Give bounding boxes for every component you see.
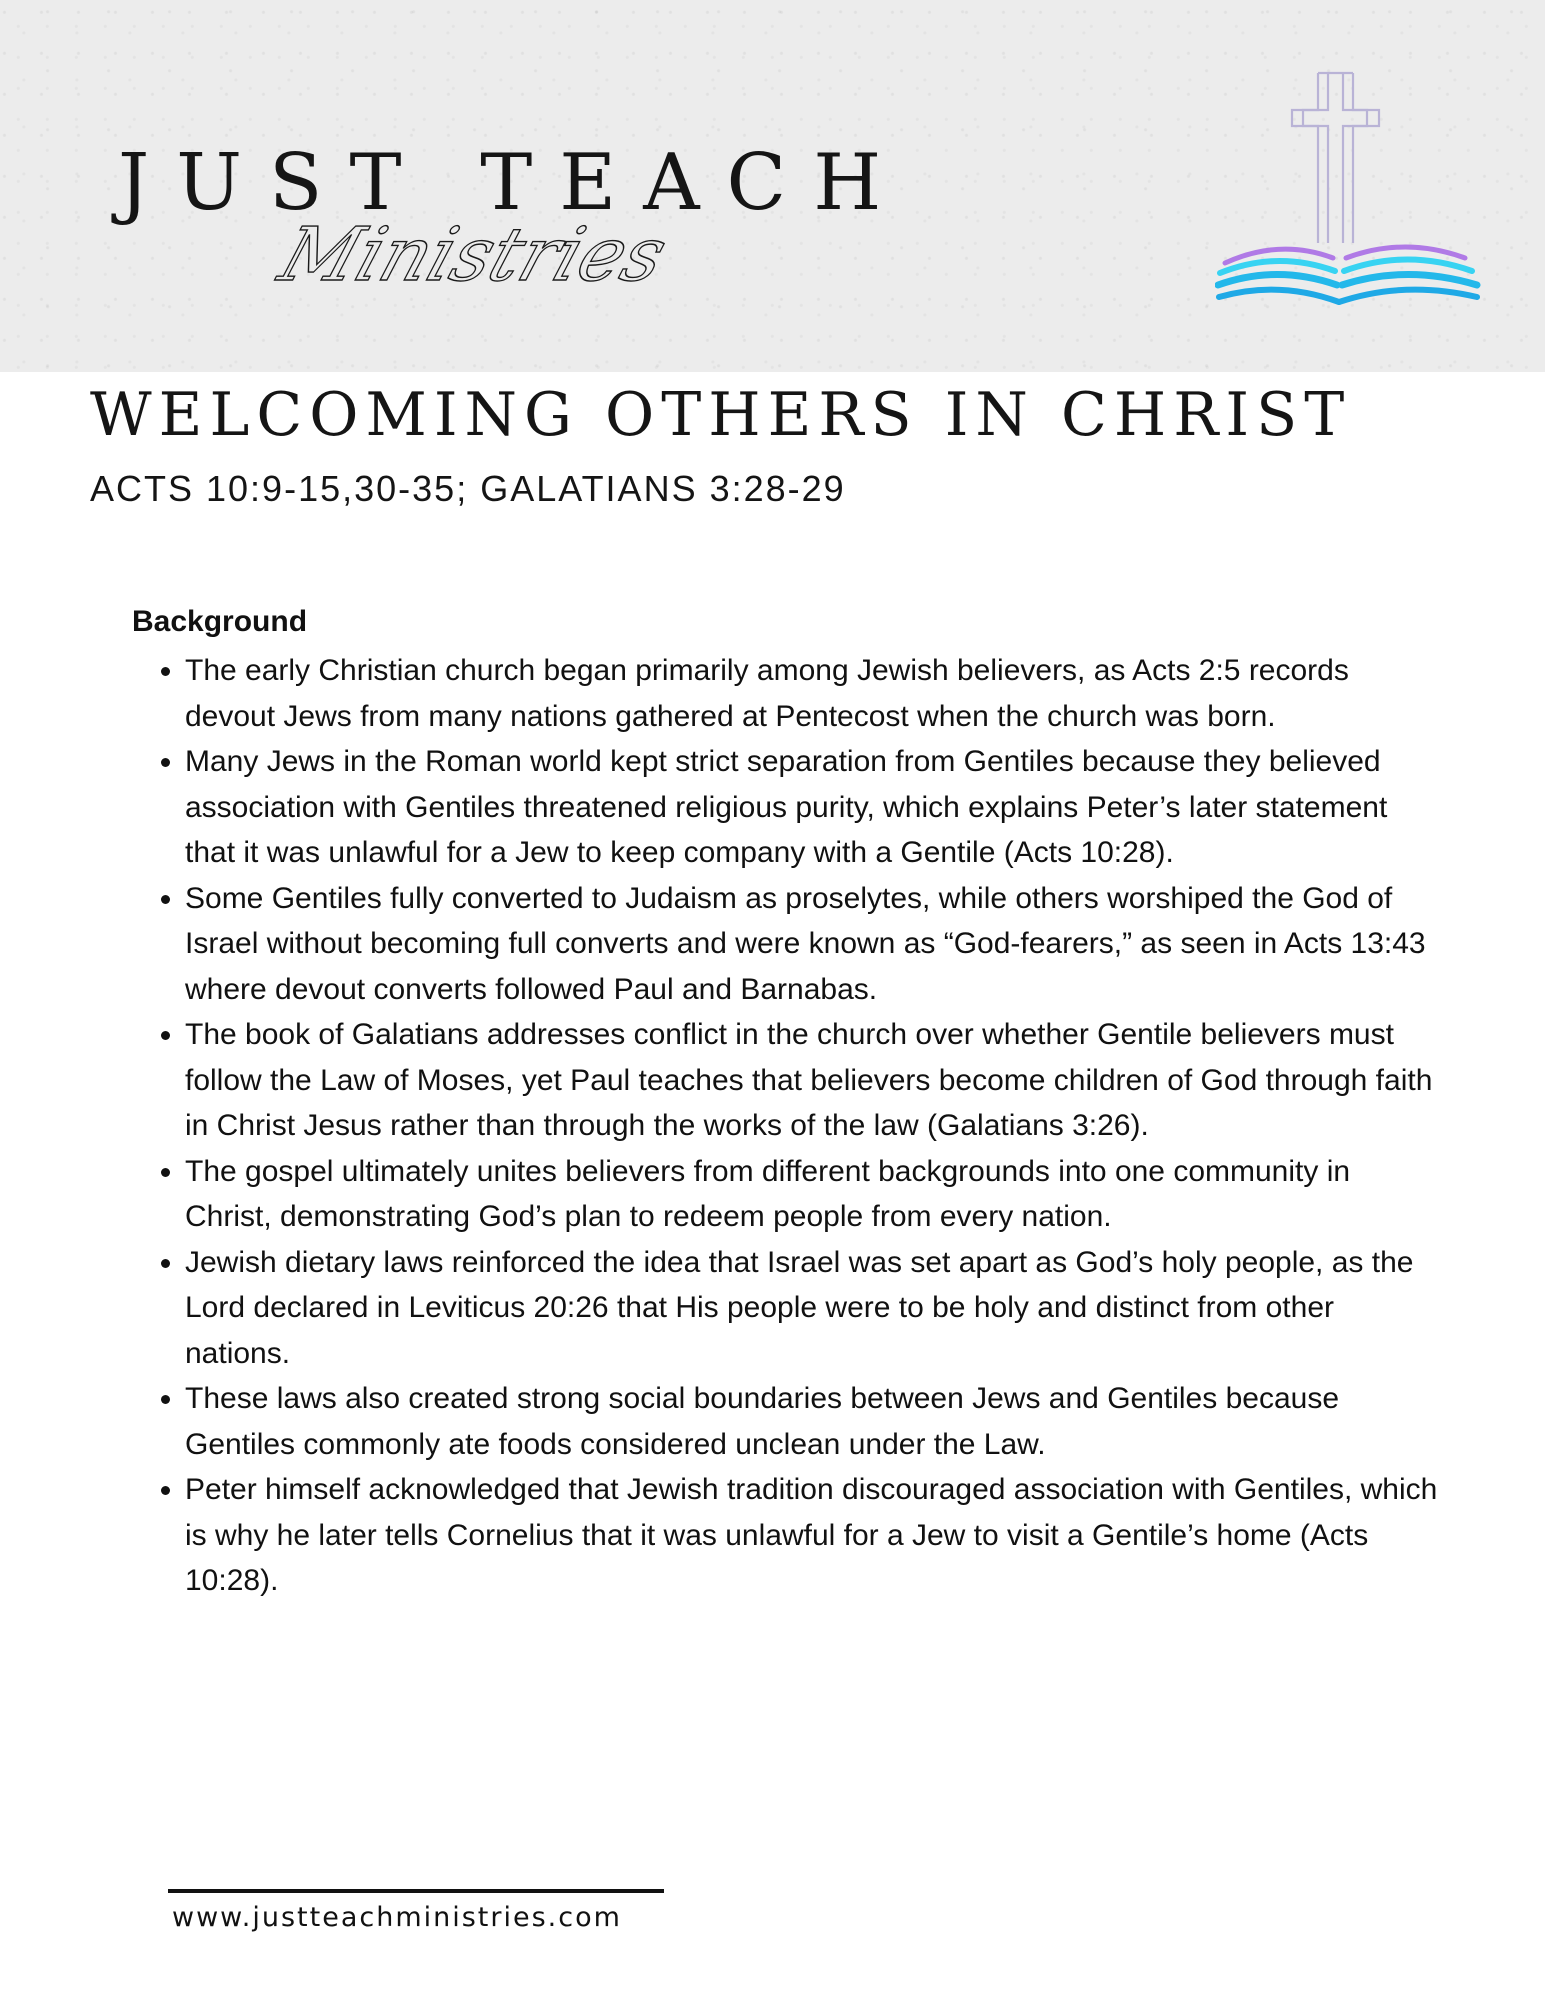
- list-item: • The early Christian church began primarily among Jewish believers, as Acts 2:5 records devout Jews from many nations gathered at Pentecost when the church was born.: [185, 648, 1445, 739]
- list-item: • Jewish dietary laws reinforced the idea that Israel was set apart as God’s holy people, as the Lord declared in Leviticus 20:26 that His people were to be holy and distinct from other nations.: [185, 1240, 1445, 1377]
- list-item: • The book of Galatians addresses conflict in the church over whether Gentile believers must follow the Law of Moses, yet Paul teaches that believers become children of God through faith in Christ Jesus rather than through the works of the law (Galatians 3:26).: [185, 1012, 1445, 1149]
- list-item: • Some Gentiles fully converted to Judaism as proselytes, while others worshiped the God of Israel without becoming full converts and were known as “God-fearers,” as seen in Acts 13:43 where devout converts followed Paul and Barnabas.: [185, 876, 1445, 1013]
- cross-and-open-bible-icon: [1215, 68, 1485, 308]
- background-list: [140, 648, 1445, 1604]
- footer-url[interactable]: www.justteachministries.com: [172, 1902, 622, 1933]
- list-item: • Peter himself acknowledged that Jewish tradition discouraged association with Gentiles, which is why he later tells Cornelius that it was unlawful for a Jew to visit a Gentile’s home (Acts 10:28).: [185, 1467, 1445, 1604]
- brand-logo-script: [250, 205, 750, 325]
- footer-divider: [168, 1889, 664, 1893]
- list-item: • These laws also created strong social boundaries between Jews and Gentiles because Gentiles commonly ate foods considered unclean under the Law.: [185, 1376, 1445, 1467]
- section-heading: Background: [132, 605, 308, 638]
- list-item: • The gospel ultimately unites believers from different backgrounds into one community in Christ, demonstrating God’s plan to redeem people from every nation.: [185, 1149, 1445, 1240]
- scripture-reference: ACTS 10:9-15,30-35; GALATIANS 3:28-29: [90, 468, 846, 509]
- list-item: • Many Jews in the Roman world kept strict separation from Gentiles because they believed association with Gentiles threatened religious purity, which explains Peter’s later statement that it was unlawful for a Jew to keep company with a Gentile (Acts 10:28).: [185, 739, 1445, 876]
- brand-logo-text: JUST TEACH: [118, 138, 909, 228]
- page-title: WELCOMING OTHERS IN CHRIST: [90, 380, 1352, 450]
- brand-script-text: Ministries: [269, 211, 677, 298]
